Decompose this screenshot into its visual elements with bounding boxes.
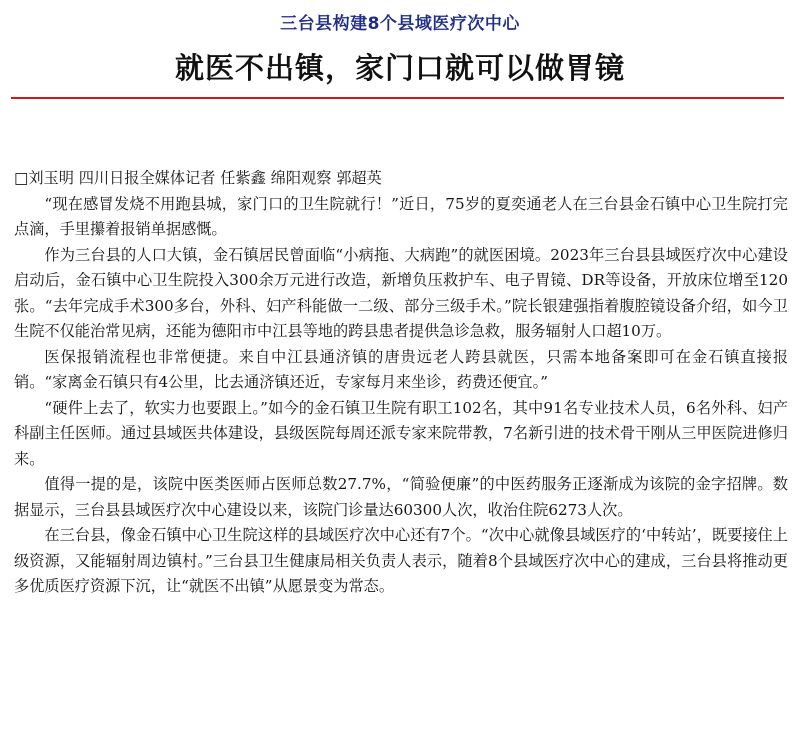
article-paragraph-5: 值得一提的是，该院中医类医师占医师总数27.7%，“简验便廉”的中医药服务正逐渐成为该院的金字招牌。数据显示，三台县县域医疗次中心建设以来，该院门诊量达60300人次，收治住院6273人次。 (14, 475, 788, 519)
headline-divider (11, 97, 784, 99)
article-paragraph-1: “现在感冒发烧不用跑县城，家门口的卫生院就行！”近日，75岁的夏奕通老人在三台县金石镇中心卫生院打完点滴，手里攥着报销单据感慨。 (14, 194, 788, 238)
article-paragraph-4: “硬件上去了，软实力也要跟上。”如今的金石镇卫生院有职工102名，其中91名专业技术人员，6名外科、妇产科副主任医师。通过县域医共体建设，县级医院每周还派专家来院带教，7名新引进的技术骨干刚从三甲医院进修归来。 (14, 398, 788, 468)
article-body (14, 166, 788, 600)
article-kicker: 三台县构建8个县域医疗次中心 (280, 14, 520, 34)
article-paragraph-6: 在三台县，像金石镇中心卫生院这样的县域医疗次中心还有7个。“次中心就像县域医疗的‘中转站’，既要接住上级资源，又能辐射周边镇村。”三台县卫生健康局相关负责人表示，随着8个县域医疗次中心的建成，三台县将推动更多优质医疗资源下沉，让“就医不出镇”从愿景变为常态。 (14, 526, 788, 595)
article-headline: 就医不出镇，家门口就可以做胃镜 (174, 51, 625, 85)
article-paragraph-3: 医保报销流程也非常便捷。来自中江县通济镇的唐贵远老人跨县就医，只需本地备案即可在金石镇直接报销。“家离金石镇只有4公里，比去通济镇还近，专家每月来坐诊，药费还便宜。” (14, 347, 788, 391)
article-byline: □刘玉明 四川日报全媒体记者 任紫鑫 绵阳观察 郭超英 (14, 169, 382, 187)
article-paragraph-2: 作为三台县的人口大镇，金石镇居民曾面临“小病拖、大病跑”的就医困境。2023年三台县县域医疗次中心建设启动后，金石镇中心卫生院投入300余万元进行改造，新增负压救护车、电子胃镜、DR等设备，开放床位增至120张。“去年完成手术300多台，外科、妇产科能做一二级、部分三级手术。”院长银建强指着腹腔镜设备介绍，如今卫生院不仅能治常见病，还能为德阳市中江县等地的跨县患者提供急诊急救，服务辐射人口超10万。 (14, 245, 788, 340)
